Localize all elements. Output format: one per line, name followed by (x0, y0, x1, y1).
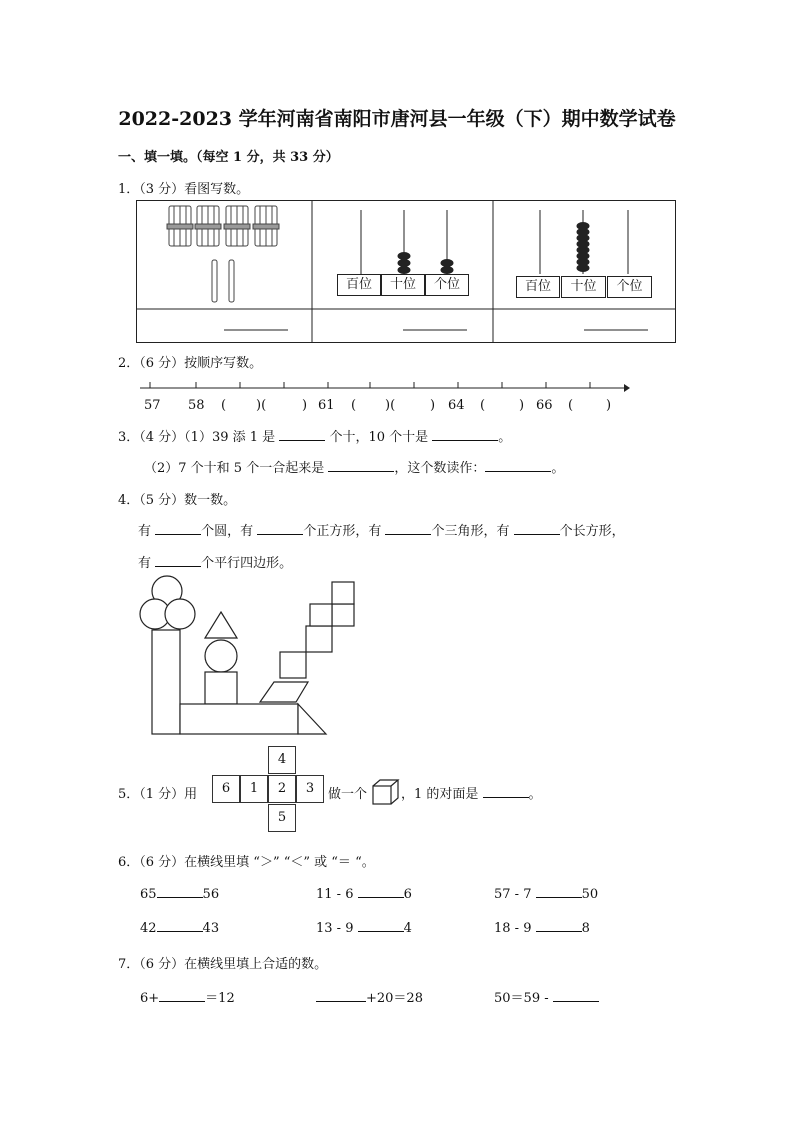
q6-right: 50 (581, 887, 599, 902)
right-triangle-shape (298, 704, 326, 734)
q6-left: 13 - 9 (316, 921, 354, 936)
q1-figure-table (136, 200, 676, 344)
nl-label: ) (430, 398, 436, 413)
place-label-hundreds: 百位 (337, 274, 381, 296)
q6-blank[interactable] (536, 885, 582, 898)
q6-blank[interactable] (536, 919, 582, 932)
nl-label: ) (519, 398, 525, 413)
q6-item (494, 885, 598, 902)
q5-line-end (401, 783, 542, 802)
q3-text-f: 。 (551, 461, 565, 476)
q7-a-left: 6+ (140, 991, 160, 1006)
stick-bundles-icon (167, 206, 279, 246)
q6-blank[interactable] (358, 885, 404, 898)
nl-label: 57 (144, 398, 161, 413)
square-shape (332, 604, 354, 626)
q4-blank-triangles[interactable] (385, 522, 431, 535)
q1-text: 1．（3 分）看图写数。 (118, 182, 250, 197)
shapes-figure (138, 574, 360, 738)
q3-text-a: 3．（4 分）（1）39 添 1 是 (118, 430, 276, 445)
q6-item (316, 919, 412, 936)
q5-text-d: 。 (528, 787, 542, 802)
q6-right: 43 (202, 921, 220, 936)
q7-b-right: +20＝28 (366, 991, 423, 1006)
nl-label: ( (568, 398, 574, 413)
page-title: 2022-2023 学年河南省南阳市唐河县一年级（下）期中数学试卷 (118, 108, 676, 130)
nl-label: 64 (448, 398, 465, 413)
q6-left: 65 (140, 887, 157, 902)
q6-item (140, 919, 219, 936)
place-label-tens: 十位 (381, 274, 425, 296)
nl-label: ( (480, 398, 486, 413)
place-label-ones: 个位 (425, 274, 469, 296)
net-cell: 1 (240, 775, 268, 803)
q4-blank-squares[interactable] (257, 522, 303, 535)
q7-c-left: 50＝59 - (494, 991, 549, 1006)
nl-label: )( (256, 398, 267, 413)
square-shape (306, 626, 332, 652)
q3-blank-1[interactable] (279, 428, 325, 441)
q4-text: 有 (138, 524, 152, 539)
q4-text: 个三角形，有 (431, 524, 510, 539)
place-label-tens-2: 十位 (561, 276, 606, 298)
q6-left: 18 - 9 (494, 921, 532, 936)
q7-item (494, 987, 599, 1006)
net-cell: 3 (296, 775, 324, 803)
q3-blank-4[interactable] (485, 459, 551, 472)
number-line (138, 380, 630, 394)
single-sticks-icon (212, 260, 234, 302)
q5-text-c: ，1 的对面是 (401, 787, 479, 802)
q6-item (140, 885, 219, 902)
net-cell: 2 (268, 775, 296, 803)
q6-item (316, 885, 412, 902)
q7-item (140, 987, 235, 1006)
parallelogram-shape (260, 682, 308, 702)
q4-line2 (138, 552, 292, 571)
net-cell-top: 4 (268, 746, 296, 774)
q5-blank[interactable] (483, 785, 529, 798)
q6-right: 56 (202, 887, 220, 902)
arrow-icon (624, 384, 630, 392)
q7-text: 7．（6 分）在横线里填上合适的数。 (118, 957, 328, 972)
q4-text: 有 (138, 556, 152, 571)
q3-text-c: 。 (498, 430, 512, 445)
triangle-shape (205, 612, 237, 638)
nl-label: ( (351, 398, 357, 413)
net-cell-bottom: 5 (268, 804, 296, 832)
tall-rectangle-shape (152, 630, 180, 734)
abacus-1-icon (361, 210, 453, 276)
circle-shape (165, 599, 195, 629)
q4-text: 个圆，有 (201, 524, 254, 539)
q3-blank-2[interactable] (432, 428, 498, 441)
base-rectangle-shape (180, 704, 298, 734)
place-label-hundreds-2: 百位 (516, 276, 560, 298)
nl-label: 66 (536, 398, 553, 413)
q6-blank[interactable] (157, 885, 203, 898)
q6-right: 8 (581, 921, 590, 936)
section-heading: 一、填一填。（每空 1 分，共 33 分） (118, 150, 339, 165)
nl-label: ) (606, 398, 612, 413)
q3-text-d: （2）7 个十和 5 个一合起来是 (144, 461, 325, 476)
nl-label: 61 (318, 398, 335, 413)
nl-label: )( (385, 398, 396, 413)
q4-text: 个正方形，有 (303, 524, 382, 539)
q6-item (494, 919, 590, 936)
q3-text-b: 个十，10 个十是 (329, 430, 429, 445)
q6-left: 57 - 7 (494, 887, 532, 902)
square-shape (332, 582, 354, 604)
place-label-ones-2: 个位 (607, 276, 652, 298)
q4-blank-rectangles[interactable] (514, 522, 560, 535)
q5-text-b: 做一个 (328, 787, 368, 802)
q6-right: 6 (403, 887, 412, 902)
q3-text-e: ，这个数读作： (394, 461, 486, 476)
q4-text: 4．（5 分）数一数。 (118, 493, 237, 508)
nl-label: 58 (188, 398, 205, 413)
q7-item (316, 987, 423, 1006)
nl-label: ) (302, 398, 308, 413)
q4-text: 个平行四边形。 (201, 556, 293, 571)
abacus-2-icon (540, 210, 628, 274)
q6-blank[interactable] (157, 919, 203, 932)
q6-left: 42 (140, 921, 157, 936)
q7-a-right: ＝12 (205, 991, 235, 1006)
circle-shape (205, 640, 237, 672)
nl-label: ( (221, 398, 227, 413)
q7-blank-1[interactable] (159, 989, 205, 1002)
square-shape (280, 652, 306, 678)
q6-text: 6．（6 分）在横线里填 “＞” “＜” 或 “＝ “。 (118, 855, 375, 870)
q5-text-a: 5．（1 分）用 (118, 787, 198, 802)
q2-text: 2．（6 分）按顺序写数。 (118, 356, 263, 371)
q4-blank-circles[interactable] (155, 522, 201, 535)
q6-blank[interactable] (358, 919, 404, 932)
q3-blank-3[interactable] (328, 459, 394, 472)
q4-line1 (138, 520, 625, 539)
q6-right: 4 (403, 921, 412, 936)
square-shape (310, 604, 332, 626)
q6-left: 11 - 6 (316, 887, 354, 902)
q3-line1 (118, 426, 511, 445)
cube-icon (371, 778, 401, 806)
q7-blank-3[interactable] (553, 989, 599, 1002)
q4-text: 个长方形， (559, 524, 625, 539)
q4-blank-parallelograms[interactable] (155, 554, 201, 567)
q7-blank-2[interactable] (316, 989, 366, 1002)
net-cell: 6 (212, 775, 240, 803)
square-shape (205, 672, 237, 704)
q3-line2 (144, 457, 564, 476)
